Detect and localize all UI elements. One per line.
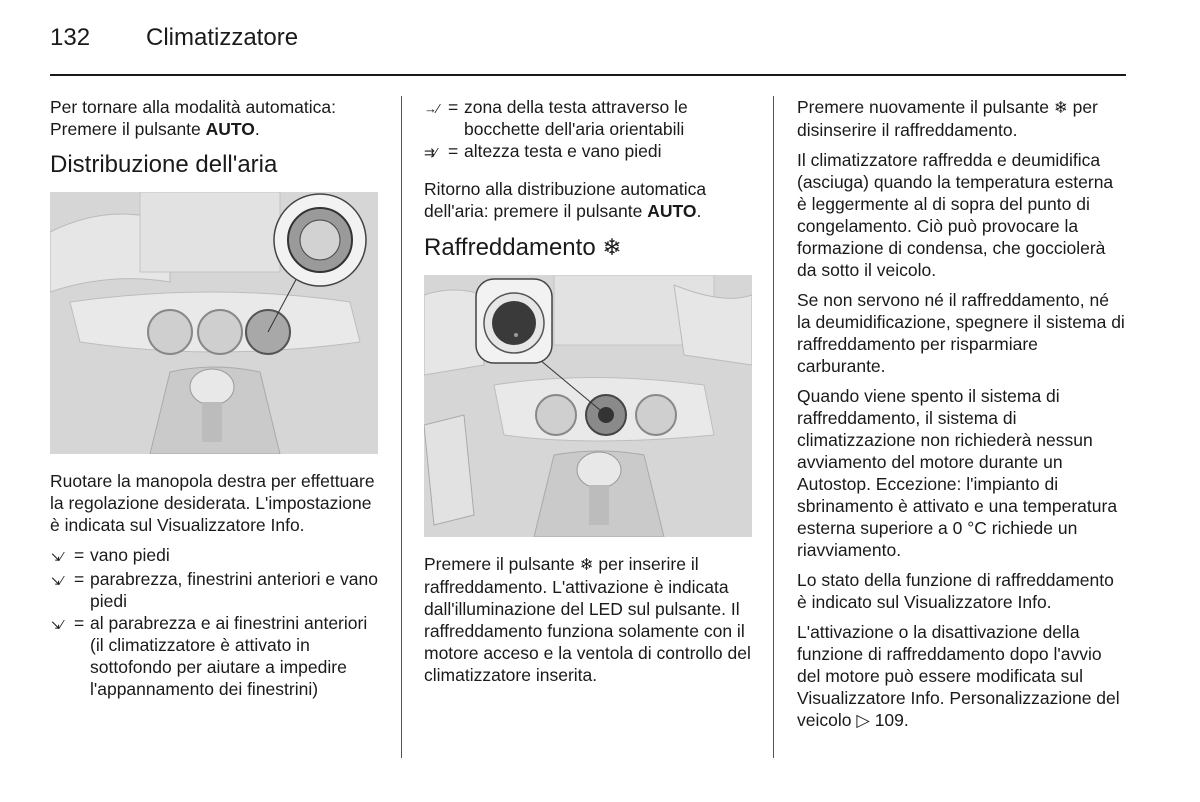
page-reference-icon: ▷ (856, 710, 870, 730)
header-rule (50, 74, 1126, 76)
page-title: Climatizzatore (146, 24, 299, 51)
page-number: 132 (50, 24, 91, 51)
cooling-on-paragraph: Premere il pulsante ❄ per inserire il raffreddamento. L'attivazione è indicata dall'illuminazione del LED sul pulsante. Il raffreddamento funziona solamente con il motore acceso e la ventola di controllo del climatizzatore inserita. (424, 554, 751, 685)
windscreen-icon: ↘⁄ (50, 617, 64, 632)
column-2 (424, 96, 754, 694)
cooling-off-paragraph: Premere nuovamente il pulsante ❄ per disinserire il raffreddamento. (797, 97, 1098, 140)
status-paragraph: Lo stato della funzione di raffreddamento è indicato sul Visualizzatore Info. (797, 570, 1114, 612)
head-vents-icon: →⁄ (424, 101, 440, 116)
personalisation-paragraph: L'attivazione o la disattivazione della funzione di raffreddamento dopo l'avvio del motore può essere modificata sul Visualizzatore Info. Personalizzazione del veicolo ▷ 109. (797, 622, 1120, 730)
air-distribution-list-continued: →⁄ = zona della testa attraverso le bocchette dell'aria orientabili ⇉⁄ = altezza testa e vano piedi (424, 96, 754, 164)
list-item: altezza testa e vano piedi (464, 141, 662, 161)
column-3 (797, 96, 1127, 739)
section-heading-cooling: Raffreddamento ❄ (424, 234, 622, 261)
list-item: al parabrezza e ai finestrini anteriori (il climatizzatore è attivato in sottofondo per aiutare a impedire l'appannamento dei finestrini) (90, 613, 368, 699)
dehumidify-paragraph: Il climatizzatore raffredda e deumidifica (asciuga) quando la temperatura esterna è leggermente al di sopra del punto di congelamento. Ciò può provocare la formazione di condensa, che gocciolerà da sotto il veicolo. (797, 150, 1114, 280)
column-divider (401, 96, 402, 758)
column-1 (50, 96, 382, 700)
return-auto-paragraph: Ritorno alla distribuzione automatica dell'aria: premere il pulsante AUTO. (424, 179, 707, 221)
snowflake-icon: ❄ (1053, 98, 1068, 117)
windscreen-footwell-icon: ↘⁄ (50, 573, 64, 588)
autostop-paragraph: Quando viene spento il sistema di raffreddamento, il sistema di climatizzazione non richiederà nessun avviamento del motore durante un Autostop. Eccezione: l'impianto di sbrinamento è attivato e una temperatura esterna superiore a 0 °C richiede un riavviamento. (797, 386, 1118, 560)
page-reference-link[interactable]: 109 (874, 710, 904, 730)
intro-paragraph: Per tornare alla modalità automatica: Premere il pulsante AUTO. (50, 97, 336, 139)
list-item: parabrezza, finestrini anteriori e vano piedi (90, 569, 378, 611)
rotate-knob-paragraph: Ruotare la manopola destra per effettuare la regolazione desiderata. L'impostazione è indicata sul Visualizzatore Info. (50, 471, 375, 535)
head-footwell-icon: ⇉⁄ (424, 145, 438, 160)
column-divider (773, 96, 774, 758)
figure-air-distribution (50, 192, 378, 454)
page-header (50, 24, 298, 52)
snowflake-icon: ❄ (602, 234, 622, 260)
list-item: zona della testa attraverso le bocchette dell'aria orientabili (464, 97, 688, 139)
air-distribution-list: ↘⁄ = vano piedi ↘⁄ = parabrezza, finestrini anteriori e vano piedi ↘⁄ = al parabrezza e ai finestrini anteriori (il climatizzatore è attivato in sottofondo per aiutare a impedire l'appannamento dei finestrini) (50, 544, 382, 700)
list-item: vano piedi (90, 545, 170, 565)
figure-cooling (424, 275, 752, 537)
section-heading-air-distribution: Distribuzione dell'aria (50, 151, 278, 178)
cooling-button-illustration (424, 275, 752, 537)
dashboard-illustration (50, 192, 378, 454)
snowflake-icon: ❄ (579, 555, 594, 574)
footwell-icon: ↘⁄ (50, 549, 64, 564)
save-fuel-paragraph: Se non servono né il raffreddamento, né la deumidificazione, spegnere il sistema di raffreddamento per risparmiare carburante. (797, 290, 1125, 376)
